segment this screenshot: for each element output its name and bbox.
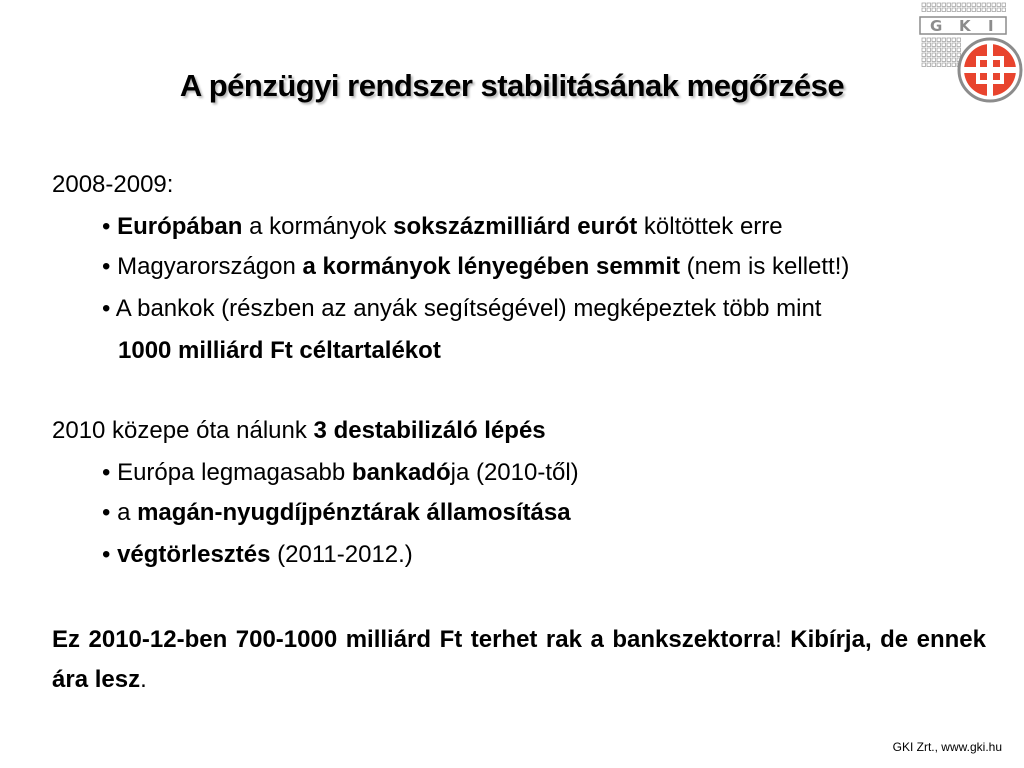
bold-text: a kormányok lényegében semmit (302, 253, 680, 280)
footer-credit: GKI Zrt., www.gki.hu (892, 740, 1002, 754)
section1-heading: 2008-2009: (52, 171, 174, 198)
text: (nem is kellett!) (680, 253, 850, 280)
closing-exclamation: ! (775, 626, 782, 653)
closing-part2: Kibírja, de ennek ára lesz (52, 626, 987, 693)
logo-letter-g: G (930, 17, 943, 35)
text: Európa legmagasabb (117, 459, 352, 486)
list-item (102, 294, 821, 324)
text: 2010 közepe óta nálunk (52, 417, 314, 444)
text: A bankok (részben az anyák segítségével) megképeztek több mint (115, 295, 822, 322)
section2-heading (52, 416, 546, 446)
text: (2011-2012.) (270, 541, 413, 568)
text: a (117, 499, 138, 526)
bold-text: 1000 milliárd Ft céltartalékot (118, 337, 441, 364)
text: költöttek erre (637, 213, 783, 240)
closing-statement (52, 620, 986, 700)
list-item (102, 252, 849, 282)
closing-part1: Ez 2010-12-ben 700-1000 milliárd Ft terhet rak a bankszektorra (52, 626, 776, 653)
text: a kormányok (242, 213, 394, 240)
logo-letter-i: I (988, 17, 994, 35)
bullet-marker: • (102, 295, 111, 322)
bold-text: végtörlesztés (117, 541, 271, 568)
list-item (102, 498, 571, 528)
list-item (102, 458, 579, 488)
bullet-marker: • (102, 499, 111, 526)
list-item (102, 540, 413, 570)
bold-text: sokszázmilliárd eurót (393, 213, 638, 240)
logo-letter-k: K (959, 17, 971, 35)
bullet-marker: • (102, 459, 111, 486)
list-item (102, 212, 783, 242)
bold-text: Európában (117, 213, 243, 240)
text: ja (2010-től) (450, 459, 579, 486)
bold-text: bankadó (351, 459, 451, 486)
bold-text: 3 destabilizáló lépés (313, 417, 546, 444)
text: Magyarországon (117, 253, 303, 280)
bold-text: magán-nyugdíjpénztárak államosítása (137, 499, 571, 526)
bullet-marker: • (102, 213, 111, 240)
list-item-continuation (118, 336, 441, 366)
slide-title: A pénzügyi rendszer stabilitásának megőrzése (179, 68, 845, 103)
closing-period: . (140, 666, 147, 693)
bullet-marker: • (102, 253, 111, 280)
bullet-marker: • (102, 541, 111, 568)
